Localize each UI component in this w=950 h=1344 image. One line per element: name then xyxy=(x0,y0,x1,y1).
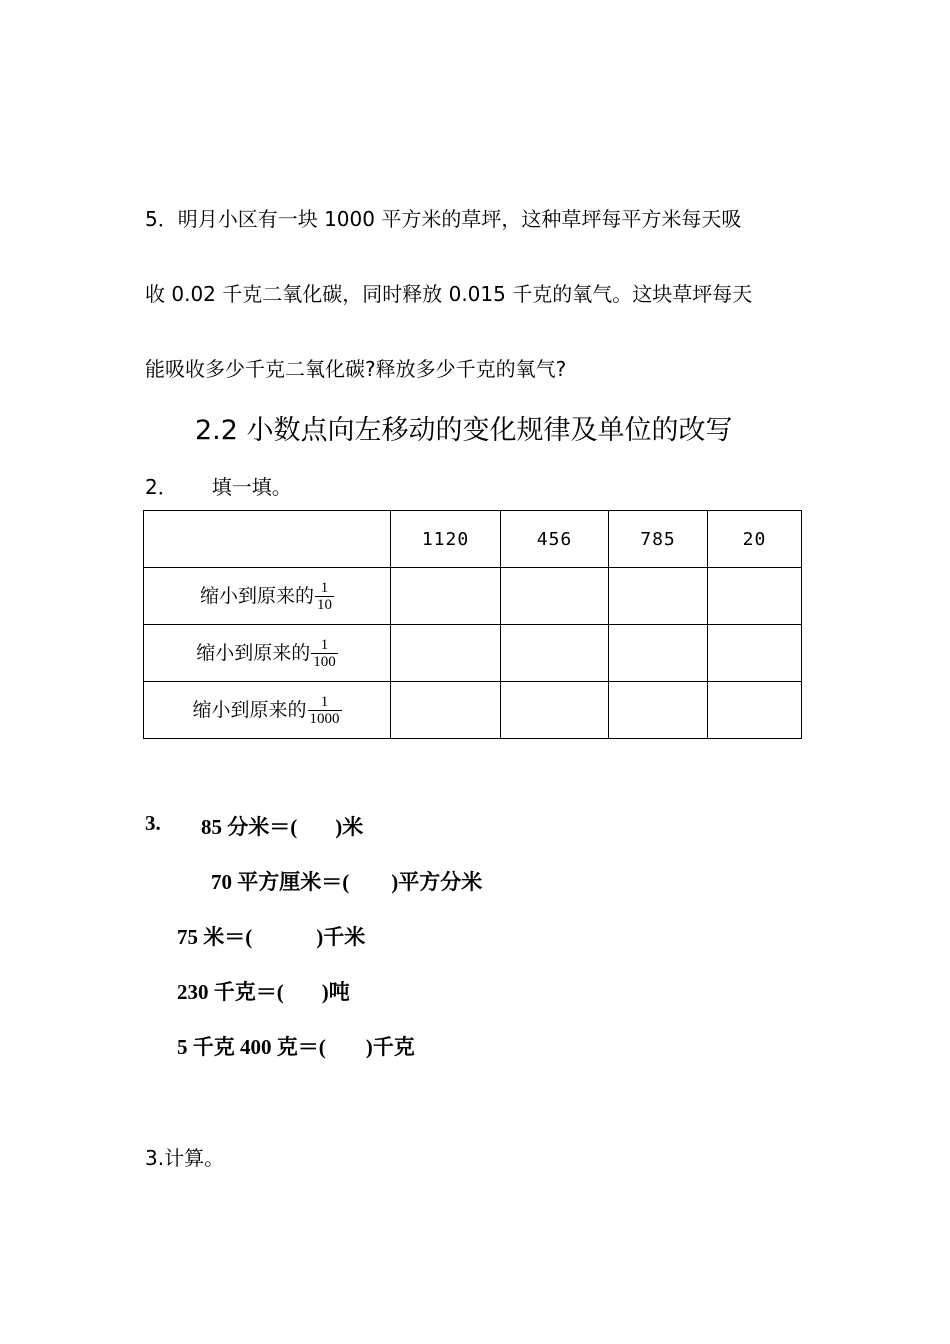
table-row xyxy=(144,568,802,625)
conversion-right: )平方分米 xyxy=(391,870,483,894)
answer-cell[interactable] xyxy=(391,682,501,739)
conversion-item-2 xyxy=(211,866,482,896)
row-label xyxy=(144,625,391,682)
question-3b-number: 3. xyxy=(145,1146,165,1170)
section-title: 2.2 小数点向左移动的变化规律及单位的改写 xyxy=(195,415,733,446)
fraction-numerator: 1 xyxy=(320,636,329,653)
question-2-number: 2． xyxy=(145,475,178,499)
problem-5-line-1: 5．明月小区有一块 1000 平方米的草坪，这种草坪每平方米每天吸 xyxy=(145,207,742,231)
answer-cell[interactable] xyxy=(708,682,802,739)
row-label-text: 缩小到原来的 xyxy=(192,698,307,721)
table-row xyxy=(144,625,802,682)
conversion-right: )米 xyxy=(335,815,364,839)
conversion-left: 75 米＝( xyxy=(177,925,253,949)
answer-cell[interactable] xyxy=(609,625,708,682)
fraction-denominator: 1000 xyxy=(309,710,340,727)
fraction-numerator: 1 xyxy=(320,579,329,596)
conversion-right: )吨 xyxy=(321,980,350,1004)
table-header-row xyxy=(144,511,802,568)
conversion-item-5 xyxy=(177,1031,415,1061)
answer-cell[interactable] xyxy=(708,568,802,625)
answer-cell[interactable] xyxy=(391,568,501,625)
answer-cell[interactable] xyxy=(708,625,802,682)
problem-5-line-2: 收 0.02 千克二氧化碳，同时释放 0.015 千克的氧气。这块草坪每天 xyxy=(145,282,753,306)
table-corner-cell xyxy=(144,511,391,568)
answer-cell[interactable] xyxy=(391,625,501,682)
answer-cell[interactable] xyxy=(501,682,609,739)
fraction xyxy=(308,694,342,727)
fraction xyxy=(315,580,334,613)
answer-cell[interactable] xyxy=(609,682,708,739)
table-header-cell: 785 xyxy=(609,511,708,568)
conversion-left: 230 千克＝( xyxy=(177,980,284,1004)
answer-cell[interactable] xyxy=(501,625,609,682)
question-2-text: 填一填。 xyxy=(211,475,292,499)
conversion-right: )千米 xyxy=(316,925,366,949)
question-3b-text: 计算。 xyxy=(164,1146,225,1170)
row-label-text: 缩小到原来的 xyxy=(199,584,314,607)
question-3b-heading xyxy=(145,1142,224,1171)
row-label xyxy=(144,568,391,625)
conversion-left: 5 千克 400 克＝( xyxy=(177,1035,326,1059)
fraction-numerator: 1 xyxy=(320,693,329,710)
fraction-denominator: 100 xyxy=(313,653,336,670)
row-label-text: 缩小到原来的 xyxy=(196,641,311,664)
table-header-cell: 456 xyxy=(501,511,609,568)
conversion-right: )千克 xyxy=(365,1035,415,1059)
question-3-number: 3. xyxy=(145,811,161,835)
fill-in-table xyxy=(143,510,802,739)
conversion-item-4 xyxy=(177,976,350,1006)
fraction-denominator: 10 xyxy=(317,596,332,613)
table-header-cell: 20 xyxy=(708,511,802,568)
conversion-item-1 xyxy=(201,811,363,841)
question-2-heading xyxy=(145,471,292,500)
answer-cell[interactable] xyxy=(501,568,609,625)
fraction xyxy=(311,637,338,670)
row-label xyxy=(144,682,391,739)
conversion-left: 85 分米＝( xyxy=(201,815,298,839)
problem-5-line-3: 能吸收多少千克二氧化碳?释放多少千克的氧气? xyxy=(145,357,567,381)
answer-cell[interactable] xyxy=(609,568,708,625)
table-header-cell: 1120 xyxy=(391,511,501,568)
conversion-item-3 xyxy=(177,921,365,951)
conversion-left: 70 平方厘米＝( xyxy=(211,870,350,894)
table-row xyxy=(144,682,802,739)
